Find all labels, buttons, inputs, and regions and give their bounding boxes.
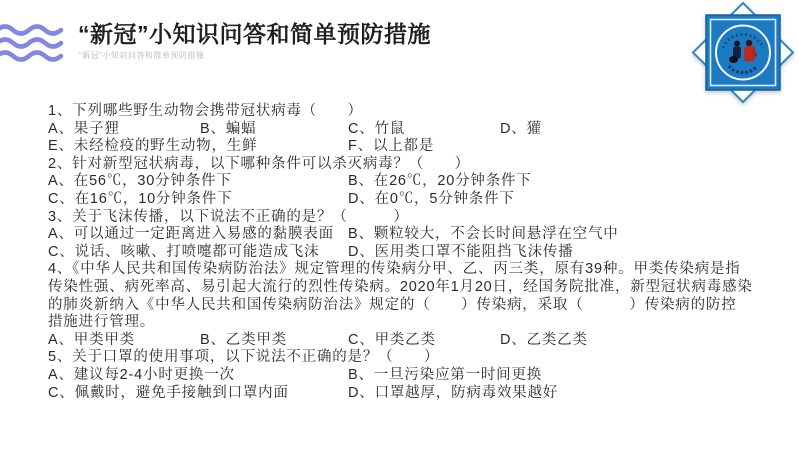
question-2-options-row-2 xyxy=(48,191,778,209)
question-2-options-row-1 xyxy=(48,173,778,191)
question-3-options-row-1 xyxy=(48,226,778,244)
option-item: A、可以通过一定距离进入易感的黏膜表面 xyxy=(48,226,334,243)
question-2-text xyxy=(48,156,778,174)
option-item: B、一旦污染应第一时间更换 xyxy=(348,366,543,383)
question-4-text-line-1 xyxy=(48,261,778,279)
option-item: B、在26℃，20分钟条件下 xyxy=(348,173,532,190)
question-text: 3、关于飞沫传播，以下说法不正确的是？（ ） xyxy=(48,208,409,225)
option-item: A、甲类甲类 xyxy=(48,331,135,348)
question-3-text xyxy=(48,209,778,227)
question-1-text xyxy=(48,103,778,121)
question-1-options-row-2 xyxy=(48,138,778,156)
option-item: E、未经检疫的野生动物，生鲜 xyxy=(48,138,258,155)
question-5-options-row-1 xyxy=(48,367,778,385)
question-3-options-row-2 xyxy=(48,244,778,262)
question-4-text-line-2 xyxy=(48,279,778,297)
option-item: D、口罩越厚，防病毒效果越好 xyxy=(348,384,559,401)
option-item: B、蝙蝠 xyxy=(200,120,257,137)
question-text: 2、针对新型冠状病毒，以下哪种条件可以杀灭病毒？（ ） xyxy=(48,155,470,172)
question-4-text-line-3 xyxy=(48,297,778,315)
waves-icon xyxy=(0,22,64,66)
slide-subtitle: “新冠”小知识问答和简单预防措施 xyxy=(79,51,205,60)
option-item: A、果子狸 xyxy=(48,120,120,137)
option-item: C、佩戴时，避免手接触到口罩内面 xyxy=(48,384,289,401)
question-text: 4、《中华人民共和国传染病防治法》规定管理的传染病分甲、乙、丙三类，原有39种。甲类传染病是指 xyxy=(48,261,741,278)
quiz-body xyxy=(48,103,778,402)
option-item: C、竹鼠 xyxy=(348,120,406,137)
option-item: C、说话、咳嗽、打喷嚏都可能造成飞沫 xyxy=(48,243,320,260)
option-item: D、乙类乙类 xyxy=(500,331,588,348)
option-item: F、以上都是 xyxy=(348,138,435,155)
slide-title: “新冠”小知识问答和简单预防措施 xyxy=(78,21,431,47)
option-item: C、甲类乙类 xyxy=(348,331,436,348)
question-4-text-line-4 xyxy=(48,314,778,332)
question-text: 措施进行管理。 xyxy=(48,314,156,331)
question-5-options-row-2 xyxy=(48,385,778,403)
question-4-options-row-1 xyxy=(48,332,778,350)
question-1-options-row-1 xyxy=(48,121,778,139)
school-emblem-icon xyxy=(689,1,797,104)
question-5-text xyxy=(48,349,778,367)
option-item: A、在56℃，30分钟条件下 xyxy=(48,173,232,190)
option-item: B、乙类甲类 xyxy=(200,331,287,348)
option-item: A、建议每2-4小时更换一次 xyxy=(48,366,235,383)
option-item: D、医用类口罩不能阻挡飞沫传播 xyxy=(348,243,574,260)
question-text: 1、下列哪些野生动物会携带冠状病毒（ ） xyxy=(48,103,363,119)
question-text: 5、关于口罩的使用事项，以下说法不正确的是？（ ） xyxy=(48,349,440,366)
question-text: 传染性强、病死率高、易引起大流行的烈性传染病。2020年1月20日，经国务院批准，新型冠状病毒感染 xyxy=(48,278,753,295)
option-item: C、在16℃，10分钟条件下 xyxy=(48,190,233,207)
option-item: D、獾 xyxy=(500,120,542,137)
option-item: B、颗粒较大，不会长时间悬浮在空气中 xyxy=(348,226,619,243)
option-item: D、在0℃，5分钟条件下 xyxy=(348,190,515,207)
question-text: 的肺炎新纳入《中华人民共和国传染病防治法》规定的（ ）传染病，采取（ ）传染病的防控 xyxy=(48,296,737,313)
